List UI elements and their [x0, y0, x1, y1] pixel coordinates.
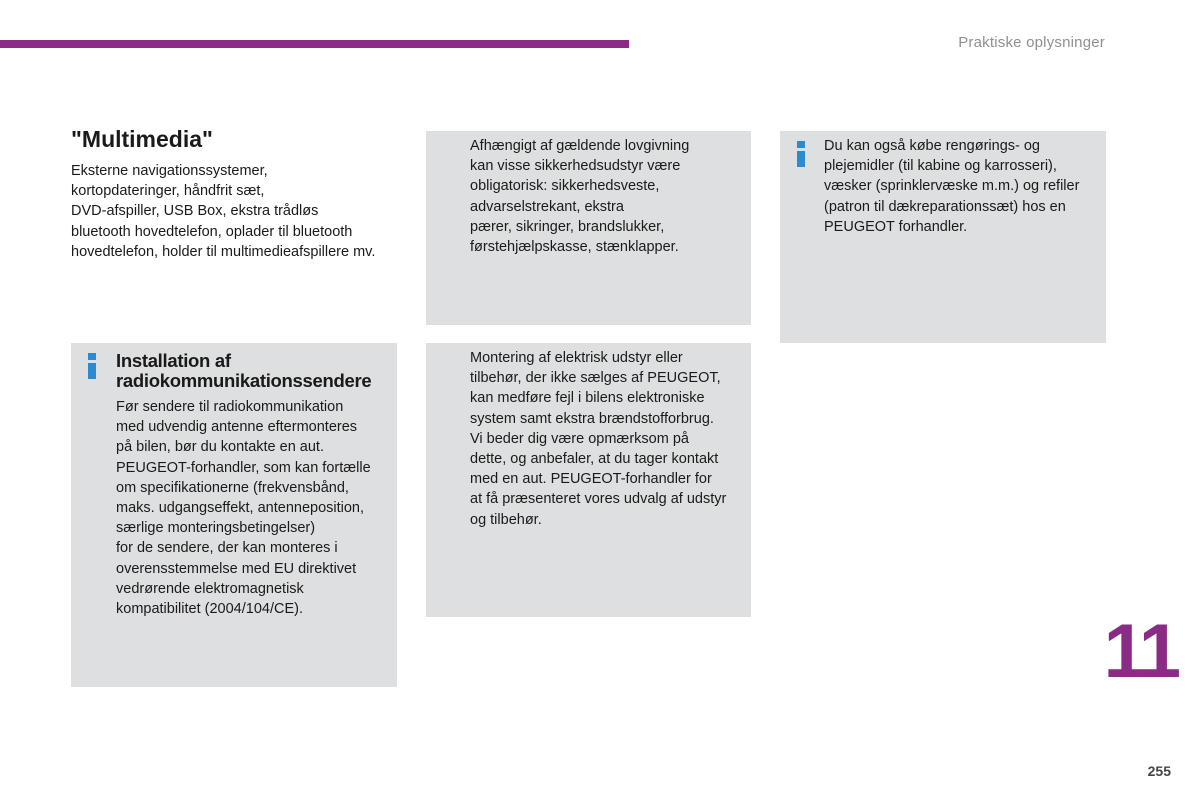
electrical-warning-box [426, 343, 751, 617]
radio-installation-heading: Installation af radiokommunikationssendere [116, 350, 372, 391]
radio-installation-text: Før sendere til radiokommunikation med udvendig antenne eftermonteres på bilen, bør du kontakte en aut. PEUGEOT-forhandler, som kan fortælle om specifikationerne (frekvensbånd, maks. udgangseffekt, antenneposition, særlige monteringsbetingelser) for de sendere, der kan monteres i overensstemmelse med EU direktivet vedrørende elektromagnetisk kompatibilitet (2004/104/CE). [116, 399, 371, 618]
page-number: 255 [1147, 763, 1171, 779]
legal-notice-text: Afhængigt af gældende lovgivning kan visse sikkerhedsudstyr være obligatorisk: sikkerhedsveste, advarselstrekant, ekstra pærer, sikringer, brandslukker, førstehjælpskasse, stænklapper. [470, 138, 690, 256]
info-icon [797, 141, 807, 167]
chapter-number: 11 [1103, 609, 1178, 694]
page-heading: "Multimedia" [71, 126, 213, 152]
header-accent-bar [0, 40, 629, 48]
legal-notice-box [426, 131, 751, 325]
cleaning-info-box [780, 131, 1106, 343]
radio-installation-box [71, 343, 397, 687]
section-title: Praktiske oplysninger [958, 34, 1105, 51]
electrical-warning-text: Montering af elektrisk udstyr eller tilbehør, der ikke sælges af PEUGEOT, kan medføre fejl i bilens elektroniske system samt ekstra brændstofforbrug. Vi beder dig være opmærksom på dette, og anbefaler, at du tager kontakt med en aut. PEUGEOT-forhandler for at få præsenteret vores udvalg af udstyr og tilbehør. [470, 350, 727, 528]
info-icon [88, 353, 98, 379]
cleaning-info-text: Du kan også købe rengørings- og plejemidler (til kabine og karrosseri), væsker (sprinklervæske m.m.) og refiler (patron til dækreparationssæt) hos en PEUGEOT forhandler. [824, 138, 1080, 235]
intro-paragraph: Eksterne navigationssystemer, kortopdateringer, håndfrit sæt, DVD-afspiller, USB Box, ekstra trådløs bluetooth hovedtelefon, oplader til bluetooth hovedtelefon, holder til multimedieafspillere mv. [71, 163, 376, 260]
